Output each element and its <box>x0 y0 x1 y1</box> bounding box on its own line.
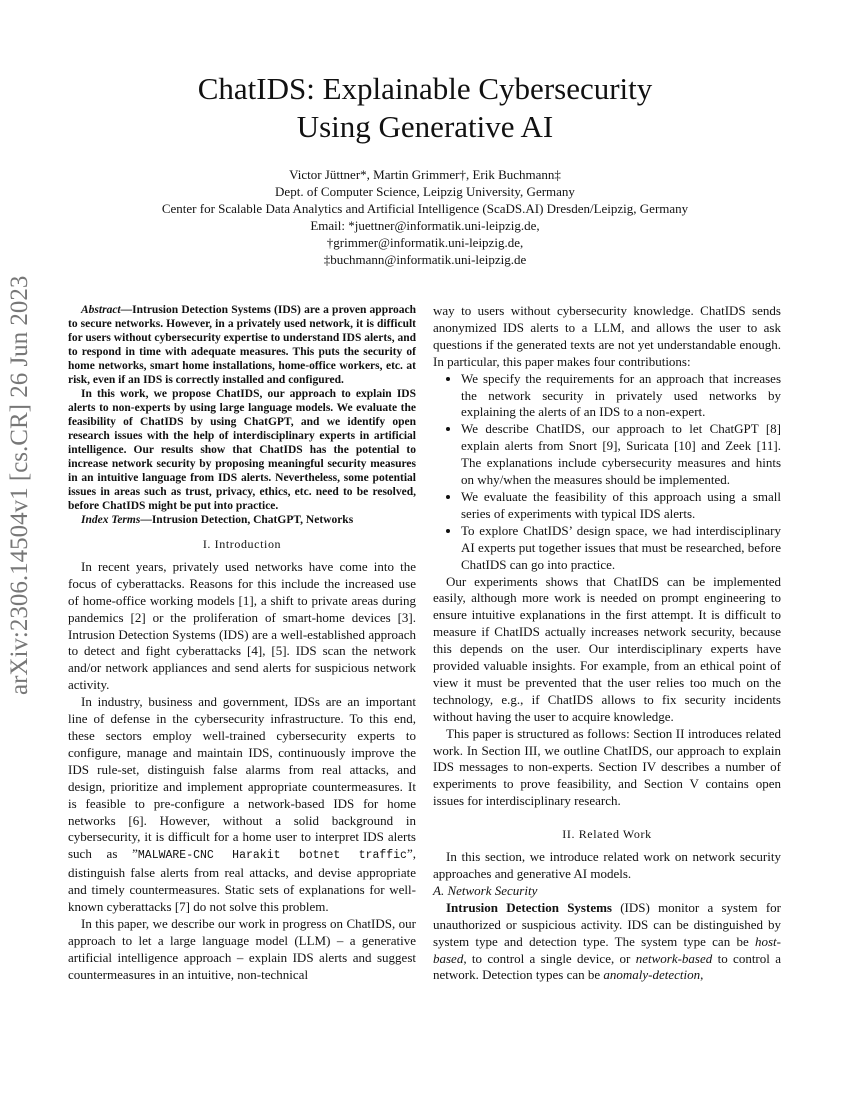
related-work-paragraph-2 <box>433 900 781 985</box>
author-block <box>0 166 850 268</box>
section-heading-introduction: I. Introduction <box>202 537 282 551</box>
title-line-2: Using Generative AI <box>296 109 554 144</box>
rw-text-b: , to control a single device, or <box>463 950 636 966</box>
rw-text-d: , <box>700 967 704 983</box>
ids-term: Intrusion Detection Systems <box>446 899 612 915</box>
contribution-item: • We specify the requirements for an approach that increases the network security in privately used networks by explaining the alerts of an IDS to a non-expert. <box>461 371 781 422</box>
section-heading-related-work: II. Related Work <box>562 827 652 842</box>
affiliation-2: Center for Scalable Data Analytics and Artificial Intelligence (ScaDS.AI) Dresden/Leipzig, Germany <box>161 201 689 216</box>
related-work-paragraph-1: In this section, we introduce related work on network security approaches and generative AI models. <box>433 849 781 881</box>
term-network-based: network-based <box>635 950 713 966</box>
intro-paragraph-4: Our experiments shows that ChatIDS can be implemented easily, although more work is needed on prompt engineering to ensure intuitive explanations in the first attempt. It is difficult to measure if ChatIDS actually increases network security, because this depends on the user. Our interdisciplinary experts have provided valuable insights. For example, from an ethical point of view it must be prevented that the user relies too much on the technology, e.g., if ChatIDS allows to fix security incidents without having the user to acquire knowledge. <box>433 573 781 724</box>
left-column <box>68 303 416 984</box>
email-3: ‡buchmann@informatik.uni-leipzig.de <box>323 252 527 267</box>
intro-paragraph-3-continued: way to users without cybersecurity knowledge. ChatIDS sends anonymized IDS alerts to a LLM, and allows the user to ask questions if the generated texts are not yet understandable enough. In particular, this paper makes four contributions: <box>433 303 781 369</box>
intro-paragraph-2-end: ”, distinguish false alerts from real attacks, and devise appropriate and timely countermeasures. Static sets of explanations for well-known cyberattacks [7] do not solve this problem. <box>68 846 416 915</box>
intro-paragraph-5: This paper is structured as follows: Section II introduces related work. In Section III, we outline ChatIDS, our approach to explain IDS messages to non-experts. Section IV describes a number of experiments to prove feasibility, and Section V contains open issues for interdisciplinary research. <box>433 725 781 809</box>
email-2: †grimmer@informatik.uni-leipzig.de, <box>326 235 524 250</box>
rw-text-a: (IDS) monitor a system for unauthorized or suspicious activity. IDS can be distinguished by system type and detection type. The system type can be <box>433 899 781 949</box>
abstract-paragraph-1: —Intrusion Detection Systems (IDS) are a proven approach to secure networks. However, in a privately used network, it is difficult for users without cybersecurity expertise to understand IDS alerts, and to respond in time with adequate measures. This puts the security of home networks, smart home installations, home-office workers, etc. at risk, even if an IDS is correctly installed and configured. <box>68 304 416 386</box>
arxiv-identifier: arXiv:2306.14504v1 [cs.CR] 26 Jun 2023 <box>6 275 33 695</box>
affiliation-1: Dept. of Computer Science, Leipzig University, Germany <box>275 184 575 199</box>
intro-paragraph-3: In this paper, we describe our work in progress on ChatIDS, our approach to let a large language model (LLM) – a generative artificial intelligence approach – explain IDS alerts and suggest countermeasures in an intuitive, non-technical <box>68 915 416 982</box>
term-host-based: host-based <box>433 933 781 966</box>
index-terms-label: Index Terms <box>81 514 141 526</box>
intro-paragraph-2-text: In industry, business and government, IDSs are an important line of defense in the cybersecurity infrastructure. To this end, these sectors employ well-trained cybersecurity experts to configure, manage and maintain IDS, continuously improve the IDS rule-set, distinguish false alarms from real attacks, and design, prioritize and implement appropriate countermeasures. It is feasible to pre-configure a network-based IDS for home networks [6]. However, without a solid background in cybersecurity, it is difficult for a home user to interpret IDS alerts such as ” <box>68 694 416 862</box>
rw-text-c: to control a network. Detection types can be <box>433 950 781 983</box>
alert-code-sample: MALWARE-CNC Harakit botnet traffic <box>137 849 407 863</box>
index-terms: —Intrusion Detection, ChatGPT, Networks <box>140 514 354 526</box>
contribution-item: • We describe ChatIDS, our approach to let ChatGPT [8] explain alerts from Snort [9], Suricata [10] and Zeek [11]. The explanations include cybersecurity measures and hints on why/when the measures should be implemented. <box>461 421 781 489</box>
term-anomaly-detection: anomaly-detection <box>603 967 701 983</box>
title-line-1: ChatIDS: Explainable Cybersecurity <box>197 71 653 106</box>
right-column <box>433 303 781 984</box>
abstract <box>68 303 416 527</box>
contribution-item: • To explore ChatIDS’ design space, we had interdisciplinary AI experts put together issues that must be researched, before ChatIDS can go into practice. <box>461 523 781 574</box>
author-names: Victor Jüttner*, Martin Grimmer†, Erik Buchmann‡ <box>289 167 561 182</box>
intro-paragraph-1: In recent years, privately used networks have come into the focus of cyberattacks. Reasons for this include the increased use of home-office working models [1], a shift to private areas during pandemics [2] or the proliferation of smart-home devices [3]. Intrusion Detection Systems (IDS) are a well-established approach to detect and fight cyberattacks [4], [5]. IDS scan the network and/or network appliances and send alerts for suspicious network activity. <box>68 558 416 693</box>
intro-paragraph-2 <box>68 694 416 916</box>
paper-title <box>0 70 850 146</box>
abstract-paragraph-2: In this work, we propose ChatIDS, our approach to explain IDS alerts to non-experts by using large language models. We evaluate the feasibility of ChatIDS by using ChatGPT, and we identify open research issues with the help of interdisciplinary experts in artificial intelligence. Our results show that ChatIDS has the potential to increase network security by proposing meaningful security measures in an intuitive language from IDS alerts. Nevertheless, some potential issues in areas such as trust, privacy, ethics, etc. need to be resolved, before ChatIDS might be put into practice. <box>68 388 416 512</box>
contribution-item: • We evaluate the feasibility of this approach using a small series of experiments with typical IDS alerts. <box>461 489 781 523</box>
abstract-label: Abstract <box>81 304 121 316</box>
email-1: Email: *juettner@informatik.uni-leipzig.de, <box>310 218 540 233</box>
contributions-list <box>433 371 781 574</box>
subsection-heading-network-security: A. Network Security <box>433 882 538 898</box>
